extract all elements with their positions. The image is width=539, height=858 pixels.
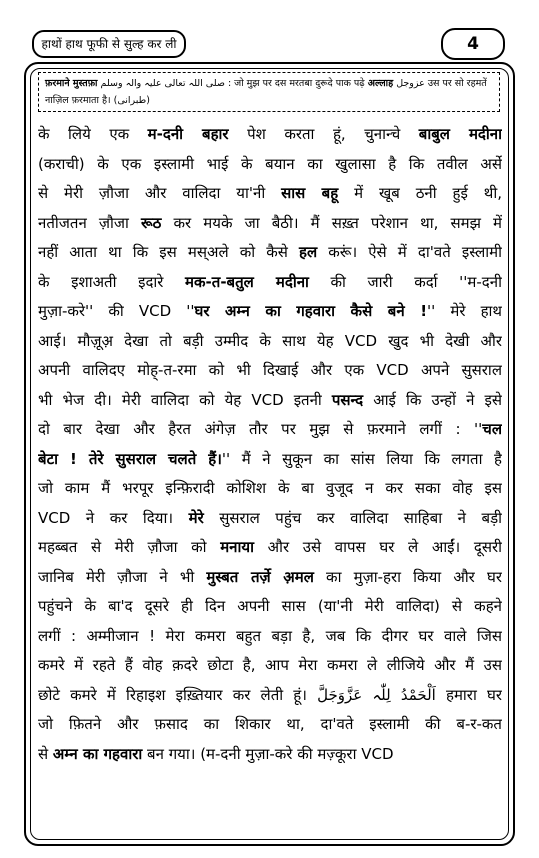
hadith-box	[38, 72, 500, 112]
body-emphasis: सास बहू	[281, 184, 339, 202]
hadith-label: फ़रमाने मुस्तफ़ा	[45, 78, 98, 89]
body-emphasis: मक-त-बतुल मदीना	[185, 272, 309, 291]
body-line	[38, 297, 502, 327]
body-line	[38, 592, 502, 622]
hadith-line-2	[45, 92, 493, 109]
body-segment: मुज़ा-करे'' की VCD ''	[38, 302, 195, 320]
body-emphasis: बेटा ! तेरे सुसराल चलते हैं।	[38, 449, 222, 468]
body-segment: हमारा घर	[435, 685, 502, 704]
body-emphasis: बाबुल मदीना	[418, 125, 502, 143]
body-line	[38, 563, 502, 593]
body-emphasis: पसन्द	[331, 390, 364, 409]
page-number: 4	[441, 28, 505, 60]
body-segment: اَلْحَمْدُ لِلّٰہ عَزَّوَجَلَّ	[317, 685, 436, 704]
body-segment: सुसराल पहुंच कर वालिदा साहिबा ने बड़ी	[203, 508, 502, 527]
body-emphasis: घर अम्न का गहवारा कैसे बने !	[194, 302, 428, 320]
hadith-reference: (طبرانی)	[113, 95, 150, 106]
body-line	[38, 356, 502, 386]
hadith-text-end: उस पर सो रहमतें	[427, 78, 487, 89]
body-line	[38, 209, 502, 239]
hadith-text-2: नाज़िल फ़रमाता है।	[45, 95, 111, 106]
body-line	[38, 504, 502, 534]
body-emphasis: म-दनी बहार	[147, 125, 229, 143]
body-segment: VCD ने कर दिया।	[38, 508, 189, 527]
body-segment: '' मेरे हाथ	[427, 302, 502, 320]
body-line	[38, 740, 502, 770]
body-segment: महब्बत से मेरी ज़ौजा को	[38, 538, 221, 556]
body-segment: जो काम मैं भरपूर इन्फ़िरादी कोशिश के बा वुजूद न कर सका वोह इस	[38, 479, 502, 497]
body-segment: आई। मौज़ूअ़ देखा तो बड़ी उम्मीद के साथ येह VCD खुद भी देखी और	[38, 331, 502, 350]
body-segment: में खूब ठनी हुई थी,	[338, 184, 502, 202]
hadith-line-1	[45, 75, 493, 92]
body-line	[38, 681, 502, 711]
body-emphasis: रूठ	[141, 213, 162, 232]
body-line	[38, 474, 502, 504]
body-segment: पेश करता हूं, चुनान्चे	[228, 125, 419, 143]
body-line	[38, 445, 502, 475]
body-line	[38, 179, 502, 209]
body-segment: से मेरी ज़ौजा और वालिदा या'नी	[38, 184, 282, 202]
body-segment: कमरे में रहते हैं वोह क़दरे छोटा है, आप मेरा कमरा ले लीजिये और मैं उस	[38, 656, 502, 674]
running-header-title: हाथों हाथ फूफी से सुल्ह कर ली	[32, 30, 186, 58]
body-segment: दो बार देखा और हैरत अंगेज़ तौर पर मुझ से फ़रमाने लगीं : ''	[38, 420, 483, 438]
body-segment: आई कि उन्हों ने इसे	[363, 390, 502, 409]
body-line	[38, 622, 502, 652]
body-line	[38, 268, 502, 298]
body-segment: जो फ़ितने और फ़साद का शिकार था, दा'वते इस्लामी की ब-र-कत	[38, 715, 502, 733]
hadith-allah: अल्लाह	[367, 78, 394, 89]
body-segment: का मुज़ा-हरा किया और घर	[313, 567, 502, 586]
hadith-arabic-salutation: صلی اللہ تعالی علیہ والہ وسلم	[100, 78, 225, 89]
body-segment: जानिब मेरी ज़ौजा ने भी	[38, 567, 207, 586]
body-segment: बन गया। (म-दनी मुज़ा-करे की मज़्कूरा VCD	[142, 744, 394, 763]
body-emphasis: हल	[299, 243, 318, 261]
body-segment: से	[38, 744, 53, 763]
body-segment: के इशाअती इदारे	[38, 272, 186, 291]
hadith-text: : जो मुझ पर दस मरतबा दुरूदे पाक पढ़े	[227, 78, 365, 89]
body-segment: के लिये एक	[38, 125, 148, 143]
body-emphasis: मुस्बत तर्ज़े अ़मल	[206, 567, 314, 586]
body-segment: लगीं : अम्मीजान ! मेरा कमरा बहुत बड़ा है, जब कि दीगर घर वाले जिस	[38, 626, 502, 645]
body-line	[38, 150, 502, 180]
body-segment: की जारी कर्दा ''म-दनी	[308, 272, 502, 291]
body-segment: छोटे कमरे में रिहाइश इख़्तियार कर लेती हूं।	[38, 685, 318, 704]
body-segment: (कराची) के एक इस्लामी भाई के बयान का खुलासा है कि तवील अर्से	[38, 154, 502, 173]
hadith-arabic-azzawajal: عزوجل	[396, 78, 425, 89]
body-line	[38, 327, 502, 357]
body-line	[38, 710, 502, 740]
body-segment: पहुंचने के बा'द दूसरे ही दिन अपनी सास (या'नी मेरी वालिदा) से कहने	[38, 597, 502, 615]
body-segment: नतीजतन ज़ौजा	[38, 213, 142, 232]
body-emphasis: चल	[482, 420, 502, 438]
body-line	[38, 533, 502, 563]
body-line	[38, 120, 502, 150]
body-segment: अपनी वालिदए मोह्-त-रमा को भी दिखाई और एक VCD अपने सुसराल	[38, 361, 502, 379]
body-segment: कर मयके जा बैठी। मैं सख़्त परेशान था, समझ में	[161, 213, 502, 232]
body-line	[38, 386, 502, 416]
body-line	[38, 415, 502, 445]
body-text	[38, 120, 502, 769]
body-line	[38, 651, 502, 681]
body-segment: नहीं आता था कि इस मस्अले को कैसे	[38, 243, 300, 261]
body-segment: और उसे वापस घर ले आईं। दूसरी	[253, 538, 502, 556]
body-emphasis: मनाया	[220, 538, 254, 556]
body-segment: '' मैं ने सुकून का सांस लिया कि लगता है	[221, 449, 502, 468]
body-segment: भी भेज दी। मेरी वालिदा को येह VCD इतनी	[38, 390, 332, 409]
body-emphasis: अम्न का गहवारा	[52, 744, 143, 763]
body-segment: करूं। ऐसे में दा'वते इस्लामी	[317, 243, 502, 261]
body-emphasis: मेरे	[188, 508, 204, 527]
body-line	[38, 238, 502, 268]
